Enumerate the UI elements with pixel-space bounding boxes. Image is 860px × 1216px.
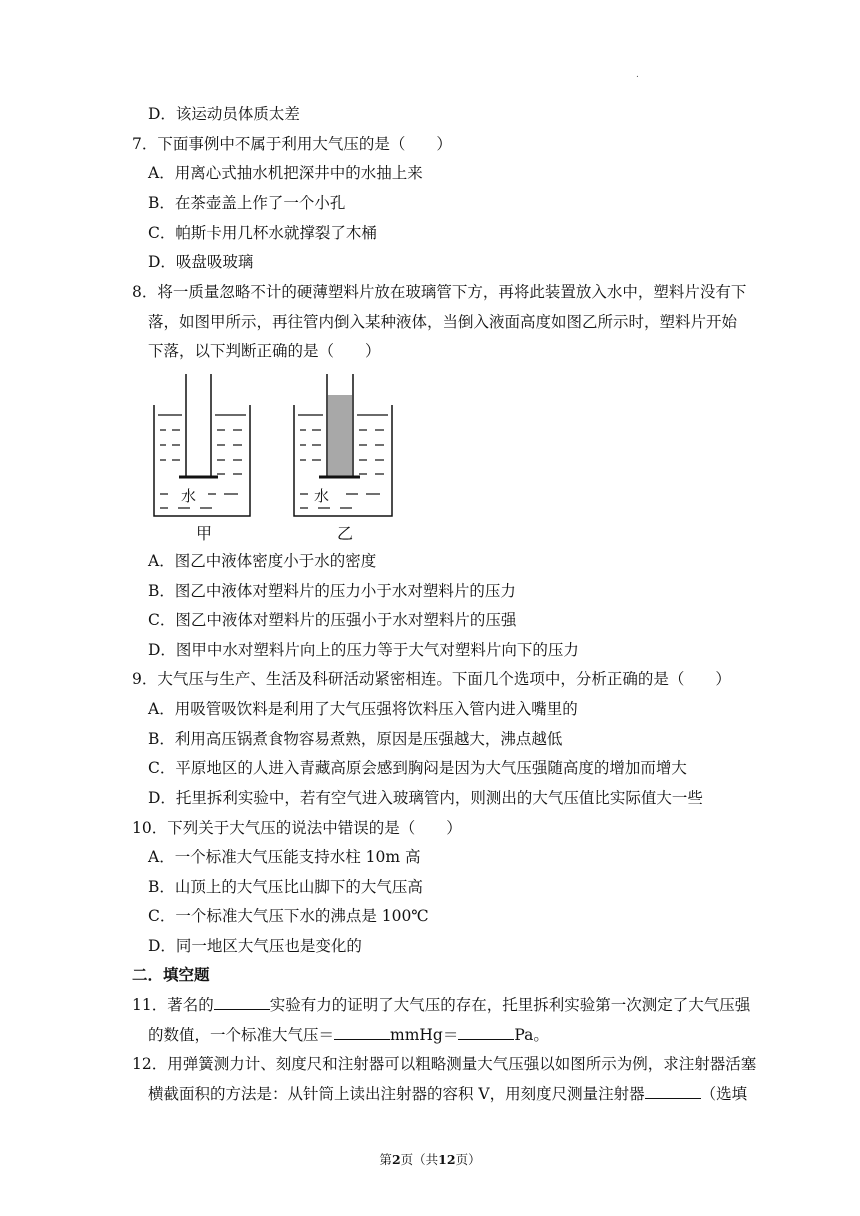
q10-option-b: B．山顶上的大气压比山脚下的大气压高 — [148, 878, 423, 896]
question-9: 9．大气压与生产、生活及科研活动紧密相连。下面几个选项中，分析正确的是（ ） — [132, 670, 731, 688]
q9-option-b: B．利用高压锅煮食物容易煮熟，原因是压强越大，沸点越低 — [148, 730, 563, 748]
q9-option-c: C．平原地区的人进入青藏高原会感到胸闷是因为大气压强随高度的增加而增大 — [148, 759, 687, 777]
corner-mark: . — [636, 70, 639, 80]
q7-option-b: B．在茶壶盖上作了一个小孔 — [148, 194, 346, 212]
liquid-column — [328, 395, 352, 476]
question-8-line-2: 落，如图甲所示，再往管内倒入某种液体，当倒入液面高度如图乙所示时，塑料片开始 — [148, 313, 738, 331]
q6-option-d: D．该运动员体质太差 — [148, 105, 300, 123]
q9-option-d: D．托里拆利实验中，若有空气进入玻璃管内，则测出的大气压值比实际值大一些 — [148, 789, 703, 807]
q8-option-a: A．图乙中液体密度小于水的密度 — [148, 552, 377, 570]
water-label-yi: 水 — [314, 487, 330, 505]
q7-option-a: A．用离心式抽水机把深井中的水抽上来 — [148, 164, 423, 182]
question-11-line-1 — [132, 995, 750, 1015]
question-11-line-2 — [148, 1025, 549, 1045]
q10-option-c: C．一个标准大气压下水的沸点是 100℃ — [148, 907, 429, 925]
q8-option-c: C．图乙中液体对塑料片的压强小于水对塑料片的压强 — [148, 611, 517, 629]
question-8-line-1: 8．将一质量忽略不计的硬薄塑料片放在玻璃管下方，再将此装置放入水中，塑料片没有下 — [132, 283, 747, 301]
answer-blank[interactable] — [334, 1025, 390, 1040]
q12-text-1: 横截面积的方法是：从针筒上读出注射器的容积 V，用刻度尺测量注射器 — [148, 1085, 645, 1103]
question-7: 7．下面事例中不属于利用大气压的是（ ） — [132, 135, 452, 153]
q11-text-3: 的数值，一个标准大气压＝ — [148, 1026, 335, 1044]
question-12-line-1: 12．用弹簧测力计、刻度尺和注射器可以粗略测量大气压强以如图所示为例，求注射器活塞 — [132, 1055, 757, 1073]
q10-option-a: A．一个标准大气压能支持水柱 10m 高 — [148, 848, 421, 866]
q8-figure — [148, 370, 468, 545]
tube-diagram — [148, 370, 468, 545]
q9-option-a: A．用吸管吸饮料是利用了大气压强将饮料压入管内进入嘴里的 — [148, 700, 578, 718]
question-10: 10．下列关于大气压的说法中错误的是（ ） — [132, 819, 462, 837]
q11-text-4: mmHg＝ — [390, 1026, 459, 1044]
q10-option-d: D．同一地区大气压也是变化的 — [148, 937, 362, 955]
answer-blank[interactable] — [645, 1084, 701, 1099]
caption-jia: 甲 — [196, 524, 213, 543]
caption-yi: 乙 — [337, 524, 354, 543]
q7-option-c: C．帕斯卡用几杯水就撑裂了木桶 — [148, 224, 377, 242]
footer-pre: 第 — [379, 1152, 392, 1167]
q8-option-b: B．图乙中液体对塑料片的压力小于水对塑料片的压力 — [148, 582, 516, 600]
answer-blank[interactable] — [214, 995, 270, 1010]
q11-text-2: 实验有力的证明了大气压的存在，托里拆利实验第一次测定了大气压强 — [269, 996, 751, 1014]
q11-text-1: 11．著名的 — [132, 996, 214, 1014]
q11-text-5: Pa。 — [514, 1026, 549, 1044]
page-number: 2 — [391, 1152, 401, 1167]
water-label-jia: 水 — [181, 487, 197, 505]
q8-option-d: D．图甲中水对塑料片向上的压力等于大气对塑料片向下的压力 — [148, 641, 579, 659]
question-8-line-3: 下落，以下判断正确的是（ ） — [148, 342, 381, 360]
page-total: 12 — [438, 1152, 456, 1167]
page-footer — [0, 1150, 860, 1168]
q7-option-d: D．吸盘吸玻璃 — [148, 253, 254, 271]
q12-text-2: （选填 — [700, 1085, 748, 1103]
footer-mid: 页（共 — [400, 1152, 439, 1167]
water-dashes-jia — [158, 415, 246, 508]
footer-post: 页） — [455, 1152, 481, 1167]
question-12-line-2 — [148, 1084, 747, 1104]
section-heading-fill-in: 二．填空题 — [132, 966, 210, 984]
answer-blank[interactable] — [458, 1025, 514, 1040]
